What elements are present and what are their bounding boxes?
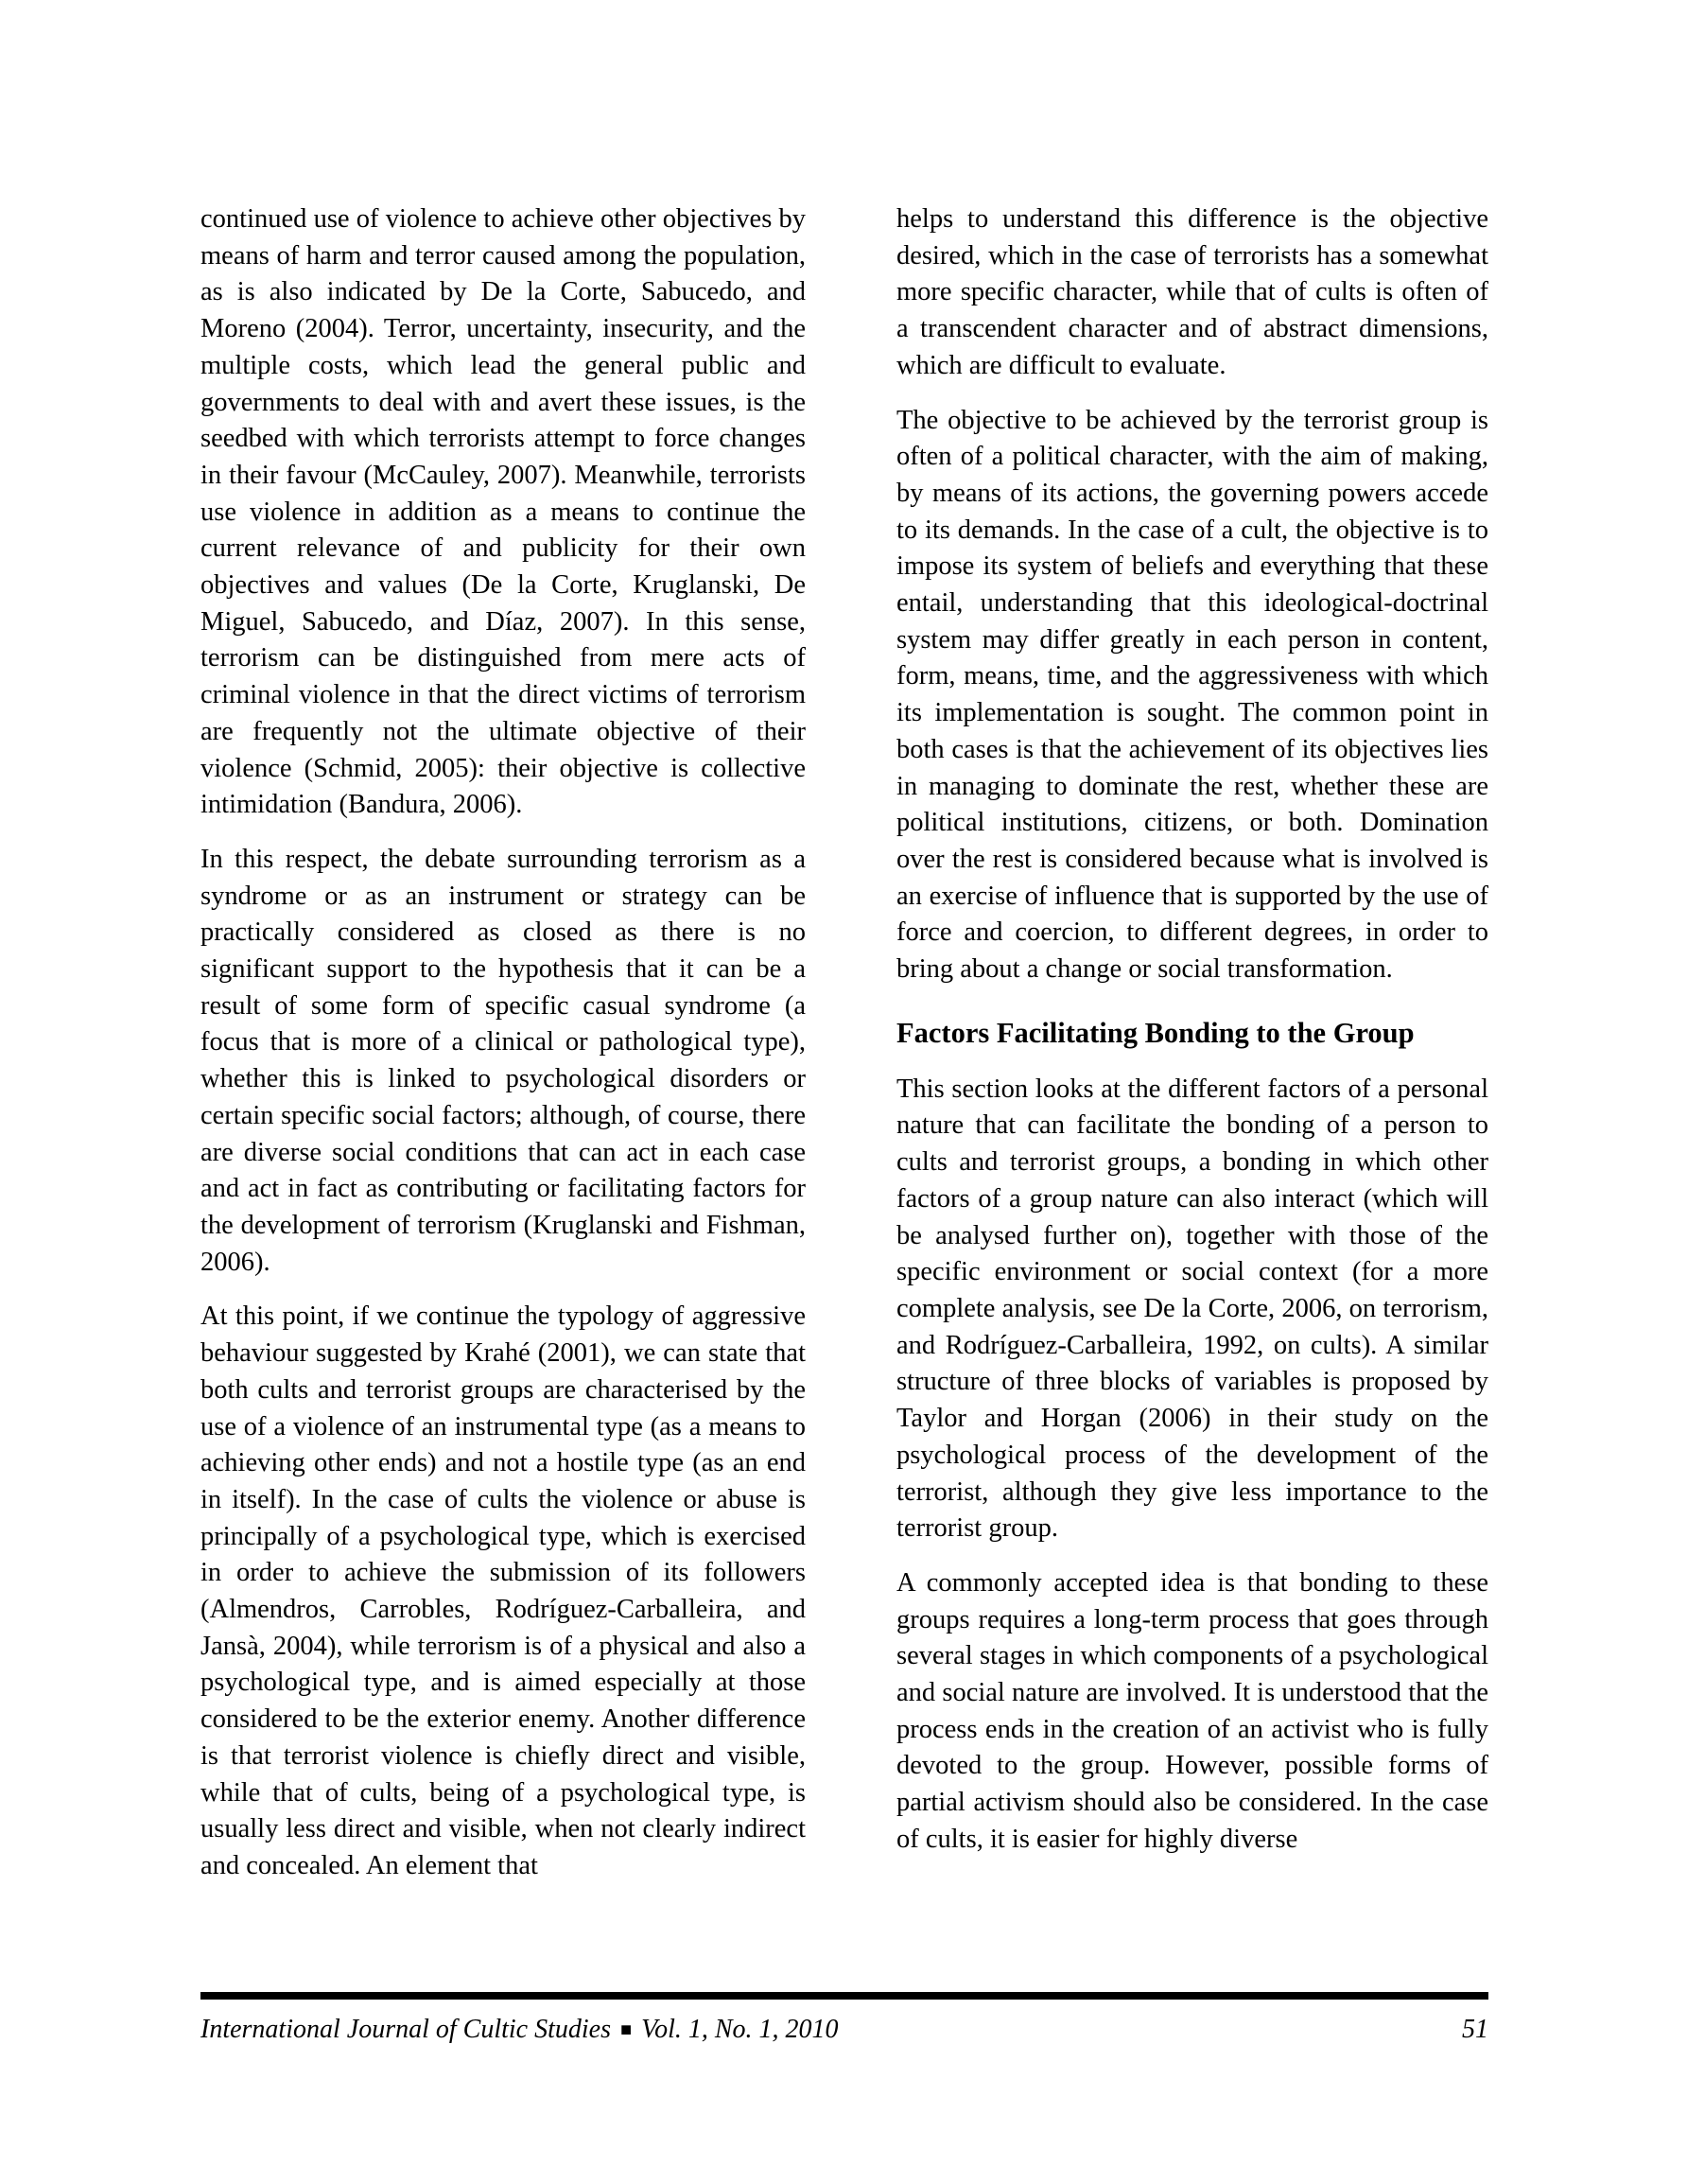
body-paragraph: At this point, if we continue the typology of aggressive behaviour suggested by Krahé (2001), we can state that both cults and terrorist groups are characterised by the use of a violence of an instrumental type (as a means to achieving other ends) and not a hostile type (as an end in itself). In the case of cults the violence or abuse is principally of a psychological type, which is exercised in order to achieve the submission of its followers (Almendros, Carrobles, Rodríguez-Carballeira, and Jansà, 2004), while terrorism is of a physical and also a psychological type, and is aimed especially at those considered to be the exterior enemy. Another difference is that terrorist violence is chiefly direct and visible, while that of cults, being of a psychological type, is usually less direct and visible, when not clearly indirect and concealed. An element that [200, 1302, 806, 1880]
page-footer [200, 2013, 1488, 2049]
right-column [896, 201, 1488, 1885]
square-bullet-icon: ■ [619, 2019, 633, 2040]
body-paragraph: The objective to be achieved by the terrorist group is often of a political character, with the aim of making, by means of its actions, the governing powers accede to its demands. In the case of a cult, the objective is to impose its system of beliefs and everything that these entail, understanding that this ideological-doctrinal system may differ greatly in each person in content, form, means, time, and the aggressiveness with which its implementation is sought. The common point in both cases is that the achievement of its objectives lies in managing to dominate the rest, whether these are political institutions, citizens, or both. Domination over the rest is considered because what is involved is an exercise of influence that is supported by the use of force and coercion, to different degrees, in order to bring about a change or social transformation. [896, 405, 1488, 985]
two-column-text-body [200, 201, 1488, 1885]
left-column [200, 201, 806, 1885]
footer-divider [200, 1992, 1488, 2000]
journal-title: International Journal of Cultic Studies [200, 2015, 611, 2044]
body-paragraph: helps to understand this difference is the objective desired, which in the case of terrorists has a somewhat more specific character, while that of cults is often of a transcendent character and of abstract dimensions, which are difficult to evaluate. [896, 204, 1488, 380]
page-number: 51 [1462, 2015, 1488, 2044]
section-heading: Factors Facilitating Bonding to the Group [896, 1016, 1415, 1049]
body-paragraph: continued use of violence to achieve other objectives by means of harm and terror caused among the population, as is also indicated by De la Corte, Sabucedo, and Moreno (2004). Terror, uncertainty, insecurity, and the multiple costs, which lead the general public and governments to deal with and avert these issues, is the seedbed with which terrorists attempt to force changes in their favour (McCauley, 2007). Meanwhile, terrorists use violence in addition as a means to continue the current relevance of and publicity for their own objectives and values (De la Corte, Kruglanski, De Miguel, Sabucedo, and Díaz, 2007). In this sense, terrorism can be distinguished from mere acts of criminal violence in that the direct victims of terrorism are frequently not the ultimate objective of their violence (Schmid, 2005): their objective is collective intimidation (Bandura, 2006). [200, 204, 806, 820]
body-paragraph: This section looks at the different factors of a personal nature that can facilitate the bonding of a person to cults and terrorist groups, a bonding in which other factors of a group nature can also interact (which will be analysed further on), together with those of the specific environment or social context (for a more complete analysis, see De la Corte, 2006, on terrorism, and Rodríguez-Carballeira, 1992, on cults). A similar structure of three blocks of variables is proposed by Taylor and Horgan (2006) in their study on the psychological process of the development of the terrorist, although they give less importance to the terrorist group. [896, 1074, 1488, 1544]
issue-info: Vol. 1, No. 1, 2010 [641, 2015, 839, 2044]
footer-journal-info [200, 2013, 839, 2049]
body-paragraph: In this respect, the debate surrounding terrorism as a syndrome or as an instrument or strategy can be practically considered as closed as there is no significant support to the hypothesis that it can be a result of some form of specific casual syndrome (a focus that is more of a clinical or pathological type), whether this is linked to psychological disorders or certain specific social factors; although, of course, there are diverse social conditions that can act in each case and act in fact as contributing or facilitating factors for the development of terrorism (Kruglanski and Fishman, 2006). [200, 844, 806, 1277]
body-paragraph: A commonly accepted idea is that bonding to these groups requires a long-term process that goes through several stages in which components of a psychological and social nature are involved. It is understood that the process ends in the creation of an activist who is fully devoted to the group. However, possible forms of partial activism should also be considered. In the case of cults, it is easier for highly diverse [896, 1567, 1488, 1854]
